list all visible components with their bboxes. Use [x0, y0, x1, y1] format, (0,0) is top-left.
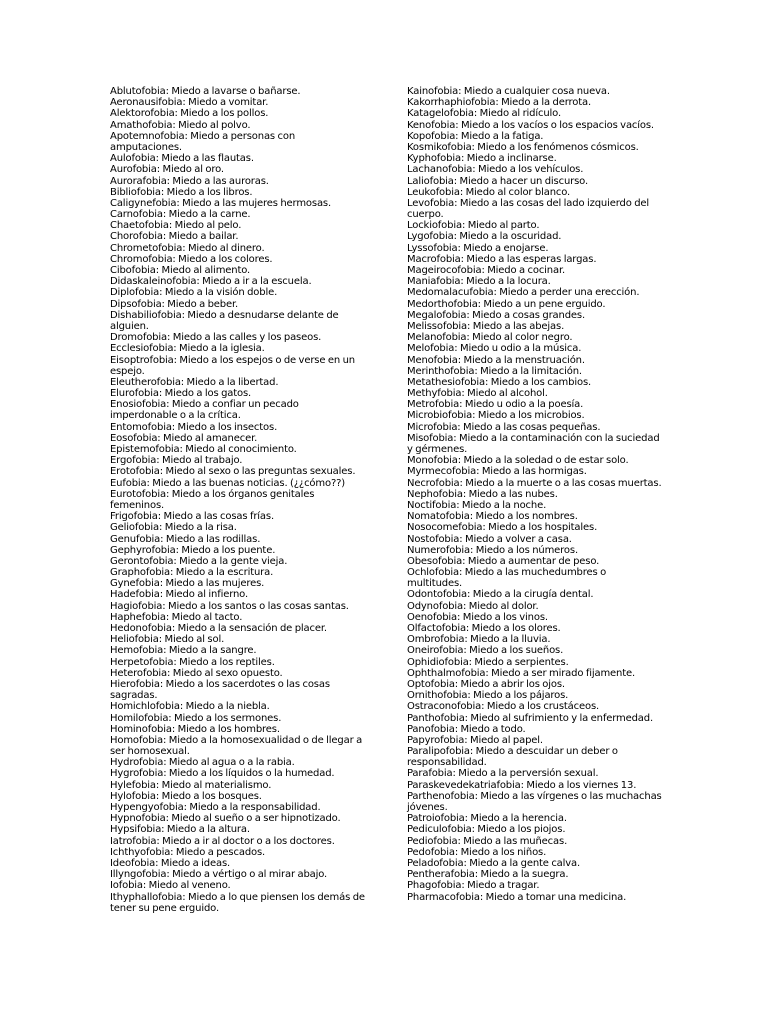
phobia-entry: Parthenofobia: Miedo a las vírgenes o las muchachas jóvenes. [407, 790, 662, 813]
phobia-entry: Iofobia: Miedo al veneno. [110, 880, 231, 892]
phobia-entry: Katagelofobia: Miedo al ridículo. [407, 108, 561, 120]
phobia-entry: Eleutherofobia: Miedo a la libertad. [110, 376, 279, 388]
phobia-entry: Ostraconofobia: Miedo a los crustáceos. [407, 701, 600, 713]
phobia-entry: Diplofobia: Miedo a la visión doble. [110, 287, 278, 299]
phobia-entry: Enosiofobia: Miedo a confiar un pecado imperdonable o a la crítica. [110, 399, 299, 422]
phobia-entry: Hylefobia: Miedo al materialismo. [110, 779, 272, 791]
phobia-entry: Pentherafobia: Miedo a la suegra. [407, 869, 569, 881]
phobia-entry: Aulofobia: Miedo a las flautas. [110, 153, 254, 165]
phobia-entry: Odontofobia: Miedo a la cirugía dental. [407, 589, 594, 601]
phobia-entry: Entomofobia: Miedo a los insectos. [110, 421, 278, 433]
phobia-entry: Nomatofobia: Miedo a los nombres. [407, 511, 578, 523]
phobia-entry: Ichthyofobia: Miedo a pescados. [110, 846, 266, 858]
phobia-entry: Kainofobia: Miedo a cualquier cosa nueva. [407, 86, 610, 97]
phobia-entry: Pediofobia: Miedo a las muñecas. [407, 835, 568, 847]
phobia-entry: Homichlofobia: Miedo a la niebla. [110, 701, 270, 713]
phobia-entry: Optofobia: Miedo a abrir los ojos. [407, 678, 565, 690]
phobia-entry: Melofobia: Miedo u odio a la música. [407, 343, 582, 355]
phobia-entry: Nephofobia: Miedo a las nubes. [407, 488, 558, 500]
phobia-entry: Kosmikofobia: Miedo a los fenómenos cósmicos. [407, 141, 639, 153]
phobia-entry: Ithyphallofobia: Miedo a lo que piensen los demás de tener su pene erguido. [110, 891, 365, 914]
phobia-entry: Hydrofobia: Miedo al agua o a la rabia. [110, 757, 295, 769]
phobia-entry: Microfobia: Miedo a las cosas pequeñas. [407, 421, 601, 433]
phobia-entry: Lockiofobia: Miedo al parto. [407, 220, 540, 232]
phobia-entry: Gynefobia: Miedo a las mujeres. [110, 578, 265, 590]
phobia-entry: Melissofobia: Miedo a las abejas. [407, 320, 565, 332]
phobia-entry: Numerofobia: Miedo a los números. [407, 544, 578, 556]
phobia-entry: Ergofobia: Miedo al trabajo. [110, 455, 243, 467]
phobia-entry: Hadefobia: Miedo al infierno. [110, 589, 248, 601]
phobia-entry: Pharmacofobia: Miedo a tomar una medicina. [407, 891, 627, 903]
phobia-entry: Chaetofobia: Miedo al pelo. [110, 220, 242, 232]
phobia-entry: Pedofobia: Miedo a los niños. [407, 846, 547, 858]
phobia-entry: Olfactofobia: Miedo a los olores. [407, 623, 561, 634]
phobia-entry: Amathofobia: Miedo al polvo. [110, 119, 251, 131]
phobia-entry: Lachanofobia: Miedo a los vehículos. [407, 164, 584, 176]
phobia-entry: Kopofobia: Miedo a la fatiga. [407, 130, 544, 142]
phobia-entry: Hypsifobia: Miedo a la altura. [110, 824, 250, 836]
phobia-entry: Chromofobia: Miedo a los colores. [110, 253, 273, 265]
left-column [110, 86, 365, 914]
phobia-entry: Levofobia: Miedo a las cosas del lado izquierdo del cuerpo. [407, 197, 650, 221]
phobia-entry: Panthofobia: Miedo al sufrimiento y la enfermedad. [407, 712, 654, 724]
phobia-entry: Metrofobia: Miedo u odio a la poesía. [407, 399, 584, 411]
phobia-entry: Chrometofobia: Miedo al dinero. [110, 242, 265, 254]
phobia-entry: Ecclesiofobia: Miedo a la iglesia. [110, 343, 265, 355]
phobia-entry: Paralipofobia: Miedo a descuidar un deber o responsabilidad. [407, 746, 618, 769]
phobia-entry: Dishabiliofobia: Miedo a desnudarse delante de alguien. [110, 309, 339, 332]
phobia-entry: Maniafobia: Miedo a la locura. [407, 276, 551, 288]
phobia-entry: Ornithofobia: Miedo a los pájaros. [407, 690, 569, 702]
phobia-entry: Pediculofobia: Miedo a los piojos. [407, 824, 566, 836]
phobia-entry: Hierofobia: Miedo a los sacerdotes o las cosas sagradas. [110, 678, 330, 702]
phobia-entry: Ophthalmofobia: Miedo a ser mirado fijamente. [407, 667, 636, 679]
phobia-entry: Elurofobia: Miedo a los gatos. [110, 388, 252, 400]
phobia-entry: Noctifobia: Miedo a la noche. [407, 499, 547, 511]
phobia-entry: Odynofobia: Miedo al dolor. [407, 600, 539, 612]
phobia-entry: Haphefobia: Miedo al tacto. [110, 611, 243, 623]
phobia-entry: Oenofobia: Miedo a los vinos. [407, 611, 548, 623]
phobia-entry: Kakorrhaphiofobia: Miedo a la derrota. [407, 97, 591, 109]
phobia-entry: Hygrofobia: Miedo a los líquidos o la humedad. [110, 768, 335, 780]
phobia-entry: Megalofobia: Miedo a cosas grandes. [407, 309, 586, 321]
phobia-entry: Hominofobia: Miedo a los hombres. [110, 723, 280, 735]
phobia-entry: Dipsofobia: Miedo a beber. [110, 298, 239, 310]
phobia-entry: Chorofobia: Miedo a bailar. [110, 231, 239, 243]
phobia-entry: Didaskaleinofobia: Miedo a ir a la escuela. [110, 276, 312, 288]
phobia-entry: Iatrofobia: Miedo a ir al doctor o a los doctores. [110, 835, 335, 847]
phobia-entry: Heterofobia: Miedo al sexo opuesto. [110, 667, 283, 679]
phobia-entry: Eufobia: Miedo a las buenas noticias. (¿¿cómo??) [110, 477, 346, 489]
phobia-entry: Menofobia: Miedo a la menstruación. [407, 354, 585, 366]
phobia-entry: Frigofobia: Miedo a las cosas frías. [110, 511, 274, 523]
phobia-entry: Methyfobia: Miedo al alcohol. [407, 388, 548, 400]
phobia-entry: Phagofobia: Miedo a tragar. [407, 880, 540, 892]
phobia-entry: Peladofobia: Miedo a la gente calva. [407, 857, 581, 869]
phobia-entry: Ablutofobia: Miedo a lavarse o bañarse. [110, 86, 301, 97]
phobia-entry: Parafobia: Miedo a la perversión sexual. [407, 768, 599, 780]
phobia-entry: Genufobia: Miedo a las rodillas. [110, 533, 261, 545]
phobia-entry: Medorthofobia: Miedo a un pene erguido. [407, 298, 606, 310]
phobia-entry: Ideofobia: Miedo a ideas. [110, 857, 231, 869]
phobia-entry: Apotemnofobia: Miedo a personas con amputaciones. [110, 130, 296, 153]
phobia-entry: Laliofobia: Miedo a hacer un discurso. [407, 175, 588, 187]
phobia-entry: Obesofobia: Miedo a aumentar de peso. [407, 555, 600, 567]
phobia-entry: Dromofobia: Miedo a las calles y los paseos. [110, 332, 322, 344]
phobia-entry: Eisoptrofobia: Miedo a los espejos o de verse en un espejo. [110, 354, 355, 377]
phobia-entry: Paraskevedekatriafobia: Miedo a los viernes 13. [407, 779, 637, 791]
phobia-entry: Melanofobia: Miedo al color negro. [407, 332, 573, 344]
phobia-entry: Leukofobia: Miedo al color blanco. [407, 186, 571, 198]
phobia-entry: Lygofobia: Miedo a la oscuridad. [407, 231, 562, 243]
phobia-entry: Carnofobia: Miedo a la carne. [110, 209, 251, 221]
phobia-entry: Papyrofobia: Miedo al papel. [407, 734, 543, 746]
phobia-entry: Patroiofobia: Miedo a la herencia. [407, 813, 567, 825]
phobia-entry: Epistemofobia: Miedo al conocimiento. [110, 444, 297, 455]
phobia-entry: Eurotofobia: Miedo a los órganos genitales femeninos. [110, 488, 315, 511]
phobia-entry: Ochlofobia: Miedo a las muchedumbres o multitudes. [407, 567, 607, 590]
phobia-entry: Macrofobia: Miedo a las esperas largas. [407, 253, 597, 265]
phobia-entry: Necrofobia: Miedo a la muerte o a las cosas muertas. [407, 477, 662, 489]
phobia-entry: Erotofobia: Miedo al sexo o las preguntas sexuales. [110, 466, 356, 478]
phobia-entry: Misofobia: Miedo a la contaminación con la suciedad y gérmenes. [407, 432, 660, 455]
phobia-entry: Kenofobia: Miedo a los vacíos o los espacios vacíos. [407, 119, 654, 131]
phobia-entry: Microbiofobia: Miedo a los microbios. [407, 410, 585, 422]
phobia-entry: Graphofobia: Miedo a la escritura. [110, 567, 274, 579]
phobia-entry: Caligynefobia: Miedo a las mujeres hermosas. [110, 197, 332, 209]
phobia-entry: Myrmecofobia: Miedo a las hormigas. [407, 466, 587, 478]
phobia-entry: Homofobia: Miedo a la homosexualidad o de llegar a ser homosexual. [110, 734, 363, 758]
phobia-entry: Heliofobia: Miedo al sol. [110, 634, 225, 646]
phobia-entry: Merinthofobia: Miedo a la limitación. [407, 365, 582, 377]
phobia-entry: Hypnofobia: Miedo al sueño o a ser hipnotizado. [110, 813, 341, 825]
phobia-entry: Gephyrofobia: Miedo a los puente. [110, 544, 276, 556]
phobia-entry: Oneirofobia: Miedo a los sueños. [407, 645, 564, 657]
phobia-entry: Medomalacufobia: Miedo a perder una erección. [407, 287, 640, 299]
phobia-entry: Bibliofobia: Miedo a los libros. [110, 186, 253, 198]
phobia-entry: Nostofobia: Miedo a volver a casa. [407, 533, 572, 545]
phobia-entry: Cibofobia: Miedo al alimento. [110, 265, 251, 276]
phobia-entry: Hypengyofobia: Miedo a la responsabilidad. [110, 802, 321, 813]
phobia-entry: Aurofobia: Miedo al oro. [110, 164, 224, 176]
phobia-entry: Kyphofobia: Miedo a inclinarse. [407, 153, 557, 165]
phobia-entry: Monofobia: Miedo a la soledad o de estar solo. [407, 455, 629, 467]
phobia-entry: Herpetofobia: Miedo a los reptiles. [110, 656, 275, 668]
phobia-entry: Hylofobia: Miedo a los bosques. [110, 790, 262, 802]
phobia-entry: Eosofobia: Miedo al amanecer. [110, 432, 258, 444]
phobia-entry: Mageirocofobia: Miedo a cocinar. [407, 265, 566, 276]
phobia-entry: Alektorofobia: Miedo a los pollos. [110, 108, 269, 120]
phobia-entry: Ombrofobia: Miedo a la lluvia. [407, 634, 551, 646]
phobia-entry: Illyngofobia: Miedo a vértigo o al mirar abajo. [110, 869, 328, 881]
phobia-entry: Geliofobia: Miedo a la risa. [110, 522, 237, 534]
phobia-entry: Hedonofobia: Miedo a la sensación de placer. [110, 623, 327, 634]
phobia-entry: Nosocomefobia: Miedo a los hospitales. [407, 522, 598, 534]
phobia-entry: Aurorafobia: Miedo a las auroras. [110, 175, 269, 187]
phobia-entry: Aeronausifobia: Miedo a vomitar. [110, 97, 269, 109]
right-column [407, 86, 662, 903]
phobia-entry: Metathesiofobia: Miedo a los cambios. [407, 376, 592, 388]
phobia-entry: Gerontofobia: Miedo a la gente vieja. [110, 555, 288, 567]
phobia-entry: Ophidiofobia: Miedo a serpientes. [407, 656, 569, 668]
phobia-entry: Homilofobia: Miedo a los sermones. [110, 712, 282, 724]
phobia-entry: Lyssofobia: Miedo a enojarse. [407, 242, 549, 254]
phobia-entry: Hagiofobia: Miedo a los santos o las cosas santas. [110, 600, 349, 612]
phobia-entry: Hemofobia: Miedo a la sangre. [110, 645, 257, 657]
phobia-entry: Panofobia: Miedo a todo. [407, 723, 526, 735]
